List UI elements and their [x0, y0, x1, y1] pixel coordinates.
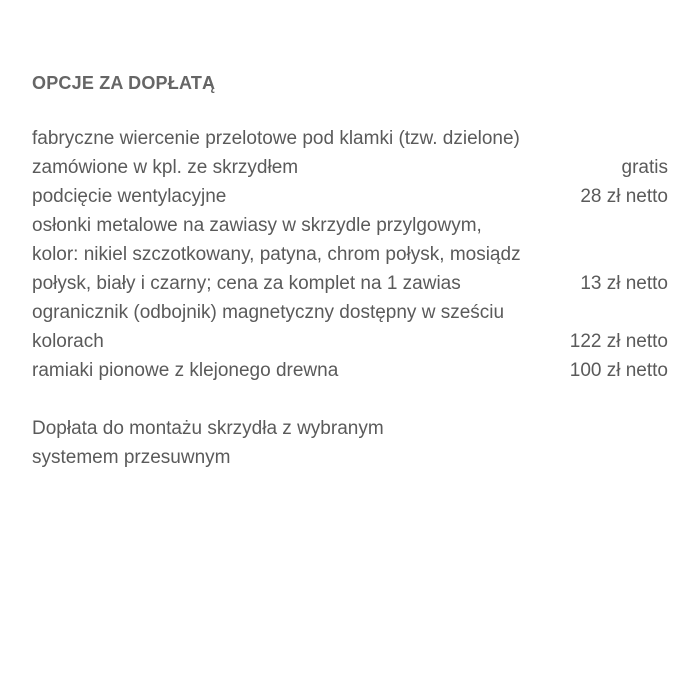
option-description: ramiaki pionowe z klejonego drewna	[32, 360, 339, 381]
option-row	[32, 182, 668, 211]
section-title: OPCJE ZA DOPŁATĄ	[32, 73, 216, 93]
option-row	[32, 298, 668, 356]
option-description: podcięcie wentylacyjne	[32, 186, 227, 207]
option-price: 122 zł netto	[569, 331, 668, 352]
option-row	[32, 124, 668, 182]
option-price: 13 zł netto	[580, 273, 668, 294]
options-section	[32, 70, 668, 472]
installation-note: Dopłata do montażu skrzydła z wybranym systemem przesuwnym	[32, 418, 384, 468]
option-description: osłonki metalowe na zawiasy w skrzydle przylgowym, kolor: nikiel szczotkowany, patyna, chrom połysk, mosiądz połysk, biały i czarny; cena za komplet na 1 zawias	[32, 215, 521, 294]
option-price: gratis	[621, 157, 668, 178]
option-description: ogranicznik (odbojnik) magnetyczny dostępny w sześciu kolorach	[32, 302, 505, 352]
option-price: 100 zł netto	[569, 360, 668, 381]
option-row	[32, 211, 668, 298]
option-description: fabryczne wiercenie przelotowe pod klamki (tzw. dzielone) zamówione w kpl. ze skrzydłem	[32, 128, 520, 178]
option-row	[32, 356, 668, 385]
option-price: 28 zł netto	[580, 186, 668, 207]
